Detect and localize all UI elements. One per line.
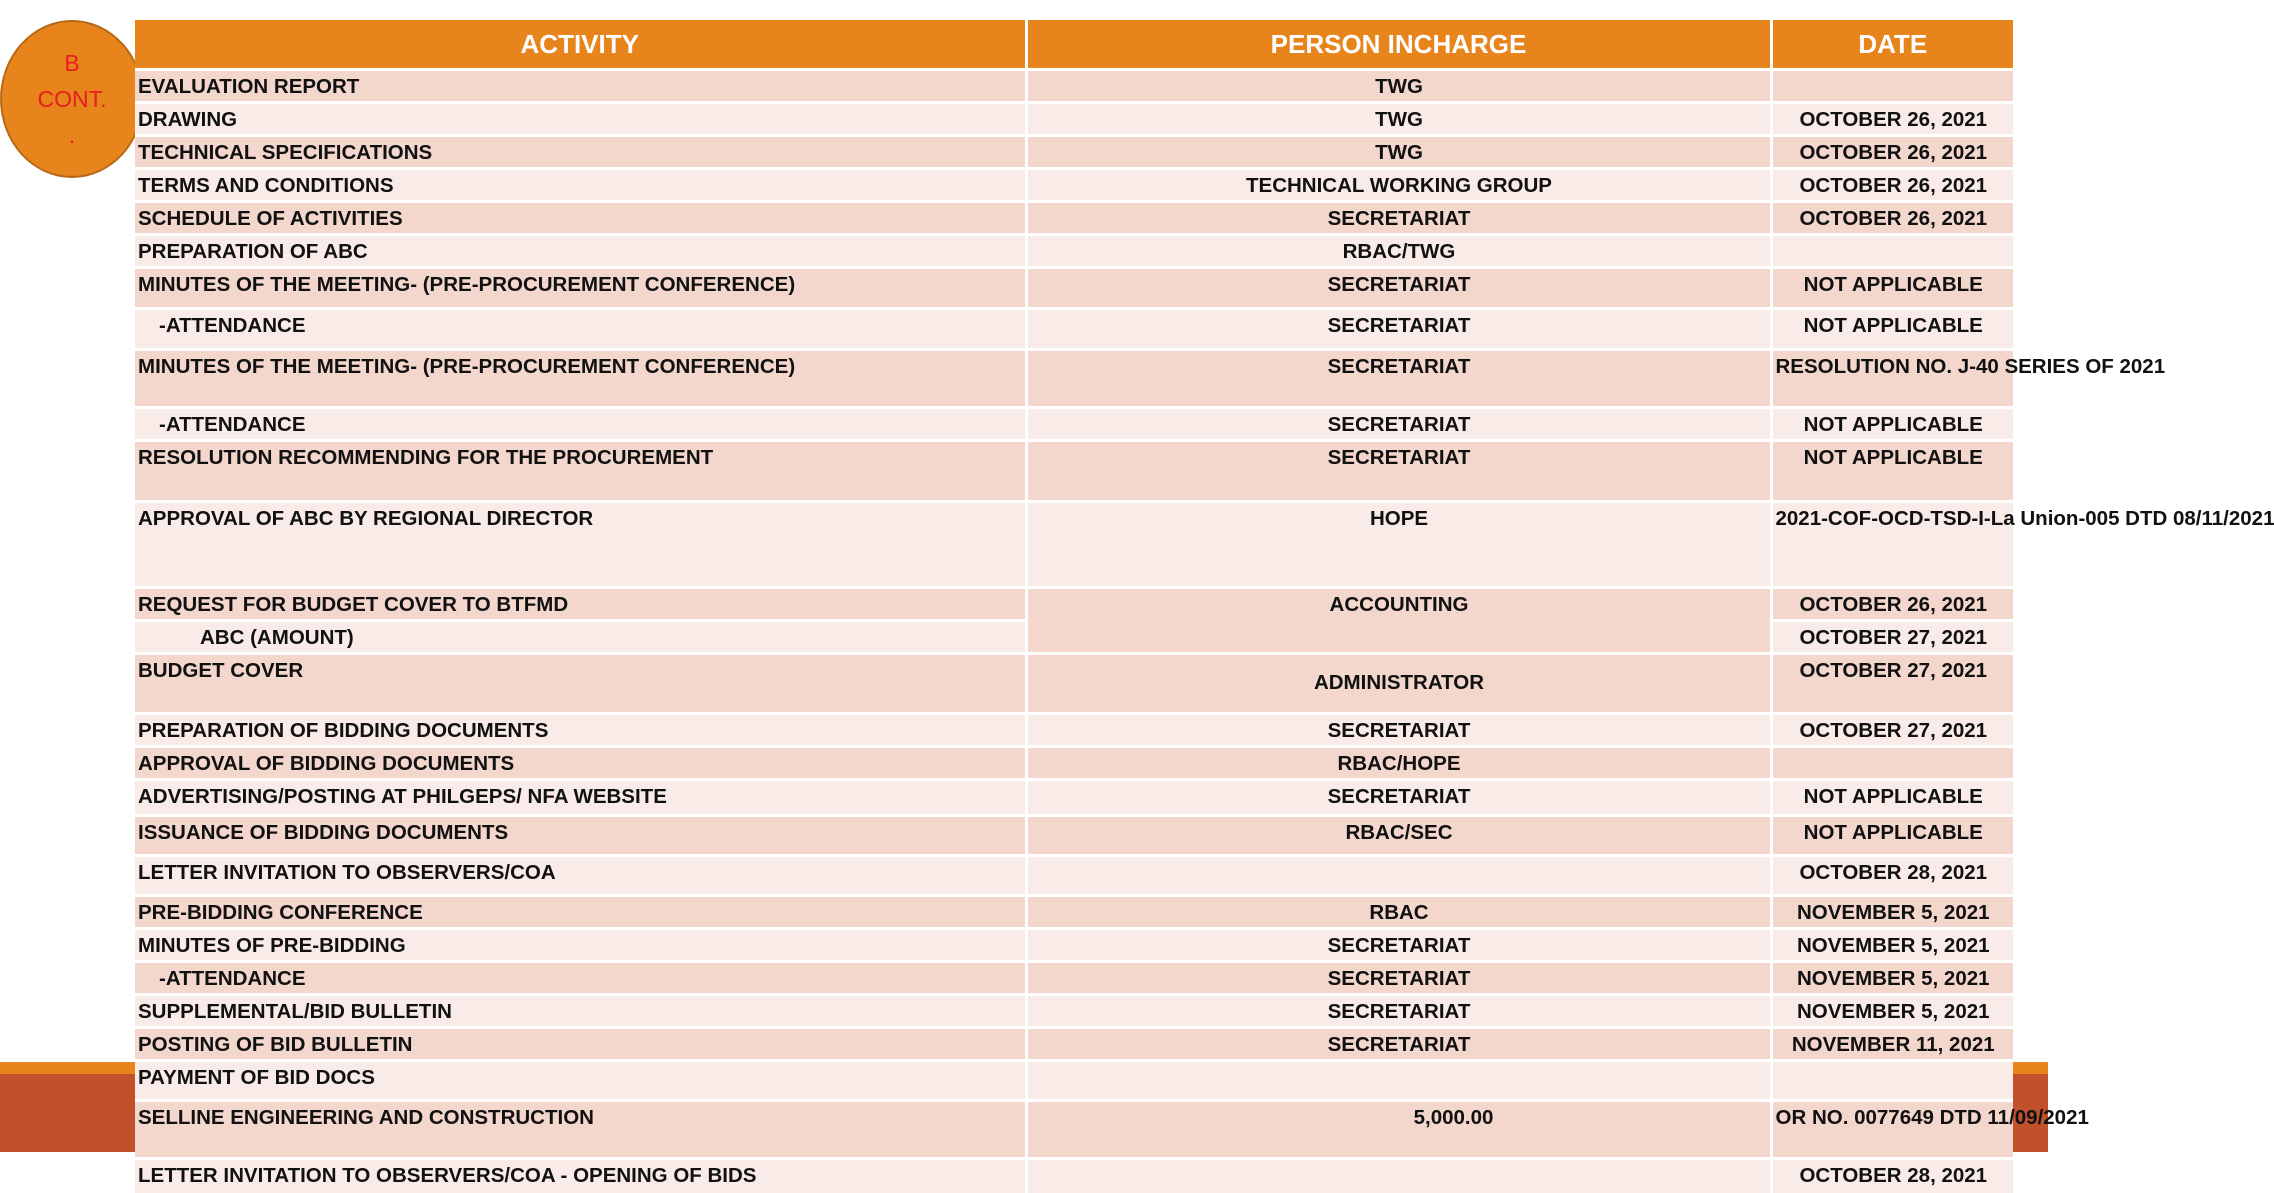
activity-cell: MINUTES OF THE MEETING- (PRE-PROCUREMENT CONFERENCE): [135, 350, 1026, 408]
date-cell: 2021-COF-OCD-TSD-I-La Union-005 DTD 08/11/2021: [1771, 502, 2013, 588]
date-cell: OCTOBER 26, 2021: [1771, 103, 2013, 136]
activity-cell: LETTER INVITATION TO OBSERVERS/COA - OPENING OF BIDS: [135, 1159, 1026, 1193]
person-cell: SECRETARIAT: [1026, 962, 1771, 995]
table-row: [135, 1101, 2013, 1159]
table-row: [135, 856, 2013, 896]
table-row: [135, 1061, 2013, 1101]
activity-cell: -ATTENDANCE: [135, 962, 1026, 995]
date-cell: OCTOBER 26, 2021: [1771, 169, 2013, 202]
activity-cell: TERMS AND CONDITIONS: [135, 169, 1026, 202]
person-cell: TWG: [1026, 103, 1771, 136]
date-cell: [1771, 70, 2013, 103]
date-cell: NOVEMBER 5, 2021: [1771, 896, 2013, 929]
table-row: [135, 747, 2013, 780]
table-row: [135, 1028, 2013, 1061]
person-cell: [1026, 856, 1771, 896]
badge-line: .: [68, 122, 76, 148]
activity-cell: -ATTENDANCE: [135, 309, 1026, 350]
table-row: [135, 929, 2013, 962]
date-cell: OCTOBER 26, 2021: [1771, 136, 2013, 169]
person-cell: TWG: [1026, 136, 1771, 169]
table-row: [135, 896, 2013, 929]
date-cell: [1771, 235, 2013, 268]
person-cell: RBAC/HOPE: [1026, 747, 1771, 780]
table-row: [135, 309, 2013, 350]
person-cell: SECRETARIAT: [1026, 309, 1771, 350]
date-cell: NOT APPLICABLE: [1771, 408, 2013, 441]
badge-line: CONT.: [37, 86, 107, 112]
person-cell: [1026, 1061, 1771, 1101]
date-cell: OCTOBER 27, 2021: [1771, 621, 2013, 654]
table-header-row: [135, 20, 2013, 70]
table-row: [135, 350, 2013, 408]
person-cell: [1026, 1159, 1771, 1193]
table-row: [135, 235, 2013, 268]
person-cell: SECRETARIAT: [1026, 268, 1771, 309]
procurement-schedule-table: [135, 20, 2274, 1193]
date-cell: OCTOBER 26, 2021: [1771, 202, 2013, 235]
activity-cell: MINUTES OF THE MEETING- (PRE-PROCUREMENT CONFERENCE): [135, 268, 1026, 309]
person-cell: TWG: [1026, 70, 1771, 103]
date-cell: OCTOBER 27, 2021: [1771, 654, 2013, 714]
person-cell: TECHNICAL WORKING GROUP: [1026, 169, 1771, 202]
date-cell: NOT APPLICABLE: [1771, 441, 2013, 502]
table-row: [135, 103, 2013, 136]
activity-cell: PRE-BIDDING CONFERENCE: [135, 896, 1026, 929]
person-cell: HOPE: [1026, 502, 1771, 588]
date-cell: OCTOBER 28, 2021: [1771, 856, 2013, 896]
person-cell: SECRETARIAT: [1026, 1028, 1771, 1061]
activity-cell: PREPARATION OF BIDDING DOCUMENTS: [135, 714, 1026, 747]
table-row: [135, 588, 2013, 621]
table-row: [135, 502, 2013, 588]
section-badge: [0, 20, 144, 178]
activity-cell: ISSUANCE OF BIDDING DOCUMENTS: [135, 816, 1026, 856]
activity-cell: SUPPLEMENTAL/BID BULLETIN: [135, 995, 1026, 1028]
date-cell: OCTOBER 26, 2021: [1771, 588, 2013, 621]
table-row: [135, 268, 2013, 309]
header-person-incharge: PERSON INCHARGE: [1026, 20, 1771, 70]
date-cell: RESOLUTION NO. J-40 SERIES OF 2021: [1771, 350, 2013, 408]
table-row: [135, 202, 2013, 235]
activity-cell: POSTING OF BID BULLETIN: [135, 1028, 1026, 1061]
activity-cell: LETTER INVITATION TO OBSERVERS/COA: [135, 856, 1026, 896]
table-row: [135, 1159, 2013, 1193]
activity-cell: ABC (AMOUNT): [135, 621, 1026, 654]
activity-cell: MINUTES OF PRE-BIDDING: [135, 929, 1026, 962]
table-row: [135, 780, 2013, 816]
activity-cell: SELLINE ENGINEERING AND CONSTRUCTION: [135, 1101, 1026, 1159]
activity-cell: REQUEST FOR BUDGET COVER TO BTFMD: [135, 588, 1026, 621]
date-cell: NOT APPLICABLE: [1771, 780, 2013, 816]
date-cell: NOVEMBER 5, 2021: [1771, 995, 2013, 1028]
date-cell: OR NO. 0077649 DTD 11/09/2021: [1771, 1101, 2013, 1159]
table-row: [135, 441, 2013, 502]
activity-cell: DRAWING: [135, 103, 1026, 136]
activity-cell: APPROVAL OF ABC BY REGIONAL DIRECTOR: [135, 502, 1026, 588]
table-row: [135, 714, 2013, 747]
activity-cell: SCHEDULE OF ACTIVITIES: [135, 202, 1026, 235]
table-row: [135, 816, 2013, 856]
date-cell: [1771, 747, 2013, 780]
badge-line: B: [64, 50, 80, 76]
table-row: [135, 136, 2013, 169]
date-cell: NOT APPLICABLE: [1771, 816, 2013, 856]
activity-cell: EVALUATION REPORT: [135, 70, 1026, 103]
person-cell: SECRETARIAT: [1026, 714, 1771, 747]
activity-cell: -ATTENDANCE: [135, 408, 1026, 441]
table-row: [135, 995, 2013, 1028]
person-cell: SECRETARIAT: [1026, 441, 1771, 502]
person-cell: SECRETARIAT: [1026, 350, 1771, 408]
date-cell: NOVEMBER 5, 2021: [1771, 962, 2013, 995]
person-cell: ADMINISTRATOR: [1026, 654, 1771, 714]
date-cell: OCTOBER 28, 2021: [1771, 1159, 2013, 1193]
person-cell: 5,000.00: [1026, 1101, 1771, 1159]
activity-cell: RESOLUTION RECOMMENDING FOR THE PROCUREMENT: [135, 441, 1026, 502]
date-cell: NOT APPLICABLE: [1771, 309, 2013, 350]
date-cell: NOVEMBER 5, 2021: [1771, 929, 2013, 962]
date-cell: OCTOBER 27, 2021: [1771, 714, 2013, 747]
person-cell: SECRETARIAT: [1026, 780, 1771, 816]
header-date: DATE: [1771, 20, 2013, 70]
person-cell: SECRETARIAT: [1026, 202, 1771, 235]
activity-cell: BUDGET COVER: [135, 654, 1026, 714]
person-cell: ACCOUNTING: [1026, 588, 1771, 654]
activity-cell: PAYMENT OF BID DOCS: [135, 1061, 1026, 1101]
person-cell: RBAC/TWG: [1026, 235, 1771, 268]
activity-cell: TECHNICAL SPECIFICATIONS: [135, 136, 1026, 169]
table-row: [135, 408, 2013, 441]
activity-cell: PREPARATION OF ABC: [135, 235, 1026, 268]
table-row: [135, 70, 2013, 103]
date-cell: NOT APPLICABLE: [1771, 268, 2013, 309]
table-row: [135, 169, 2013, 202]
date-cell: [1771, 1061, 2013, 1101]
header-activity: ACTIVITY: [135, 20, 1026, 70]
table-row: [135, 962, 2013, 995]
person-cell: SECRETARIAT: [1026, 929, 1771, 962]
person-cell: SECRETARIAT: [1026, 995, 1771, 1028]
activity-cell: ADVERTISING/POSTING AT PHILGEPS/ NFA WEBSITE: [135, 780, 1026, 816]
person-cell: RBAC/SEC: [1026, 816, 1771, 856]
activity-cell: APPROVAL OF BIDDING DOCUMENTS: [135, 747, 1026, 780]
person-cell: SECRETARIAT: [1026, 408, 1771, 441]
person-cell: RBAC: [1026, 896, 1771, 929]
date-cell: NOVEMBER 11, 2021: [1771, 1028, 2013, 1061]
table-row: [135, 654, 2013, 714]
